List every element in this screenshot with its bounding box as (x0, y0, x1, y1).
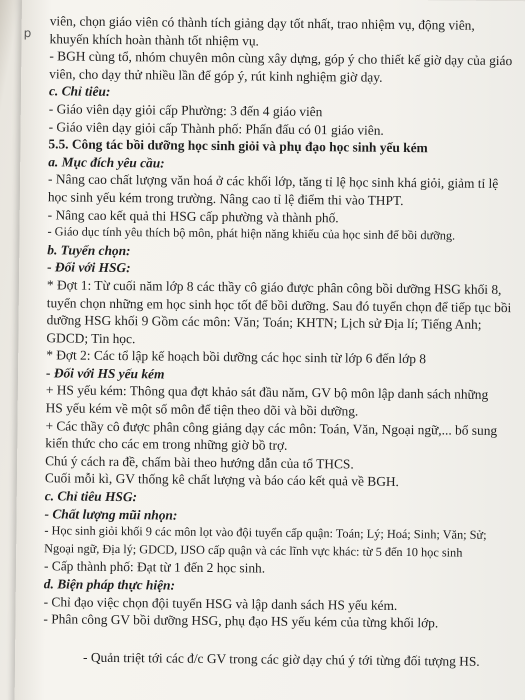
paper-page (15, 0, 525, 700)
text-line: viên, cho dạy thử nhiều lần để góp ý, rút kinh nghiệm giờ dạy. (49, 66, 383, 85)
document-text (43, 12, 518, 670)
text-line: học sinh yếu kém trong trường. Nâng cao tỉ lệ điểm thi vào THPT. (47, 189, 404, 208)
text-line: GDCD; Tin học. (46, 329, 136, 346)
text-line: - Nâng cao chất lượng văn hoá ở các khối lớp, tăng tỉ lệ học sinh khá giỏi, giảm tỉ lệ (48, 171, 499, 192)
text-line: tuyển chọn những em học sinh học tốt để bồi dưỡng. Sau đó tuyển chọn để tiếp tục bồi (46, 294, 512, 315)
text-line: - Đối với HS yếu kém (45, 365, 165, 382)
text-line: d. Biện pháp thực hiện: (43, 576, 176, 593)
text-line: - Chỉ đạo việc chọn đội tuyển HSG và lập danh sách HS yếu kém. (43, 593, 398, 613)
text-line: - Học sinh giỏi khối 9 các môn lọt vào đội tuyển cấp quận: Toán; Lý; Hoá; Sinh; Văn; Sử; (44, 523, 487, 543)
text-line: - Chất lượng mũi nhọn: (44, 505, 178, 523)
text-line: Cuối mỗi kì, GV thống kê chất lượng và báo cáo kết quả về BGH. (44, 470, 400, 490)
text-line: - Phân công GV bồi dưỡng HSG, phụ đạo HS yếu kém của từng khối lớp. (43, 611, 439, 631)
edge-mark: p (23, 26, 32, 41)
text-line: - Giáo dục tính yêu thích bộ môn, phát hiện năng khiếu của học sinh để bồi dưỡng. (47, 224, 456, 243)
text-line: - Giáo viên dạy giỏi cấp Thành phố: Phấn đấu có 01 giáo viên. (48, 118, 384, 138)
text-line: HS yếu kém về một số môn để tiện theo dõi và bồi dưỡng. (45, 400, 359, 419)
text-line: c. Chỉ tiêu HSG: (44, 488, 138, 505)
text-line: - BGH cùng tổ, nhóm chuyên môn cùng xây dựng, góp ý cho thiết kế giờ dạy của giáo (49, 48, 513, 69)
text-line: kiến thức cho các em trong những giờ bồ trợ. (45, 435, 288, 454)
text-line: - Giáo viên dạy giỏi cấp Phường: 3 đến 4 giáo viên (48, 101, 323, 120)
text-line: 5.5. Công tác bồi dưỡng học sinh giỏi và phụ đạo học sinh yếu kém (48, 136, 428, 156)
text-line: + Các thầy cô được phân công giảng dạy các môn: Toán, Văn, Ngoại ngữ,... bổ sung (45, 417, 498, 438)
text-line: * Đợt 2: Các tổ lập kế hoạch bồi dưỡng các học sinh từ lớp 6 đến lớp 8 (46, 347, 427, 367)
text-line: - Nâng cao kết quả thi HSG cấp phường và thành phố. (47, 206, 339, 225)
text-line: dưỡng HSG khối 9 Gồm các môn: Văn; Toán; KHTN; Lịch sử Địa lí; Tiếng Anh; (46, 312, 482, 332)
text-line: - Quản triệt tới các đ/c GV trong các giờ dạy chú ý tới từng đối tượng HS. (83, 649, 480, 669)
text-line: Chú ý cách ra đề, chấm bài theo hướng dẫn của tổ THCS. (45, 453, 354, 472)
text-line: - Cấp thành phố: Đạt từ 1 đến 2 học sinh. (43, 558, 266, 576)
text-line: + HS yếu kém: Thông qua đợt khảo sát đầu năm, GV bộ môn lập danh sách những (45, 382, 489, 403)
text-line: Ngoại ngữ, Địa lý; GDCD, IJSO cấp quận và các lĩnh vực khác: từ 5 đến 10 học sinh (44, 541, 463, 560)
text-line: viên, chọn giáo viên có thành tích giảng dạy tốt nhất, trao nhiệm vụ, động viên, (49, 13, 475, 33)
text-line: khuyến khích hoàn thành tốt nhiệm vụ. (49, 30, 260, 49)
text-line: a. Mục đích yêu cầu: (48, 154, 165, 171)
text-line: * Đợt 1: Từ cuối năm lớp 8 các thầy cô giáo được phân công bồi dưỡng HSG khối 8, (46, 277, 502, 297)
text-line: c. Chỉ tiêu: (48, 83, 111, 100)
text-line: b. Tuyển chọn: (47, 241, 131, 258)
text-line: - Đối với HSG: (47, 259, 131, 276)
